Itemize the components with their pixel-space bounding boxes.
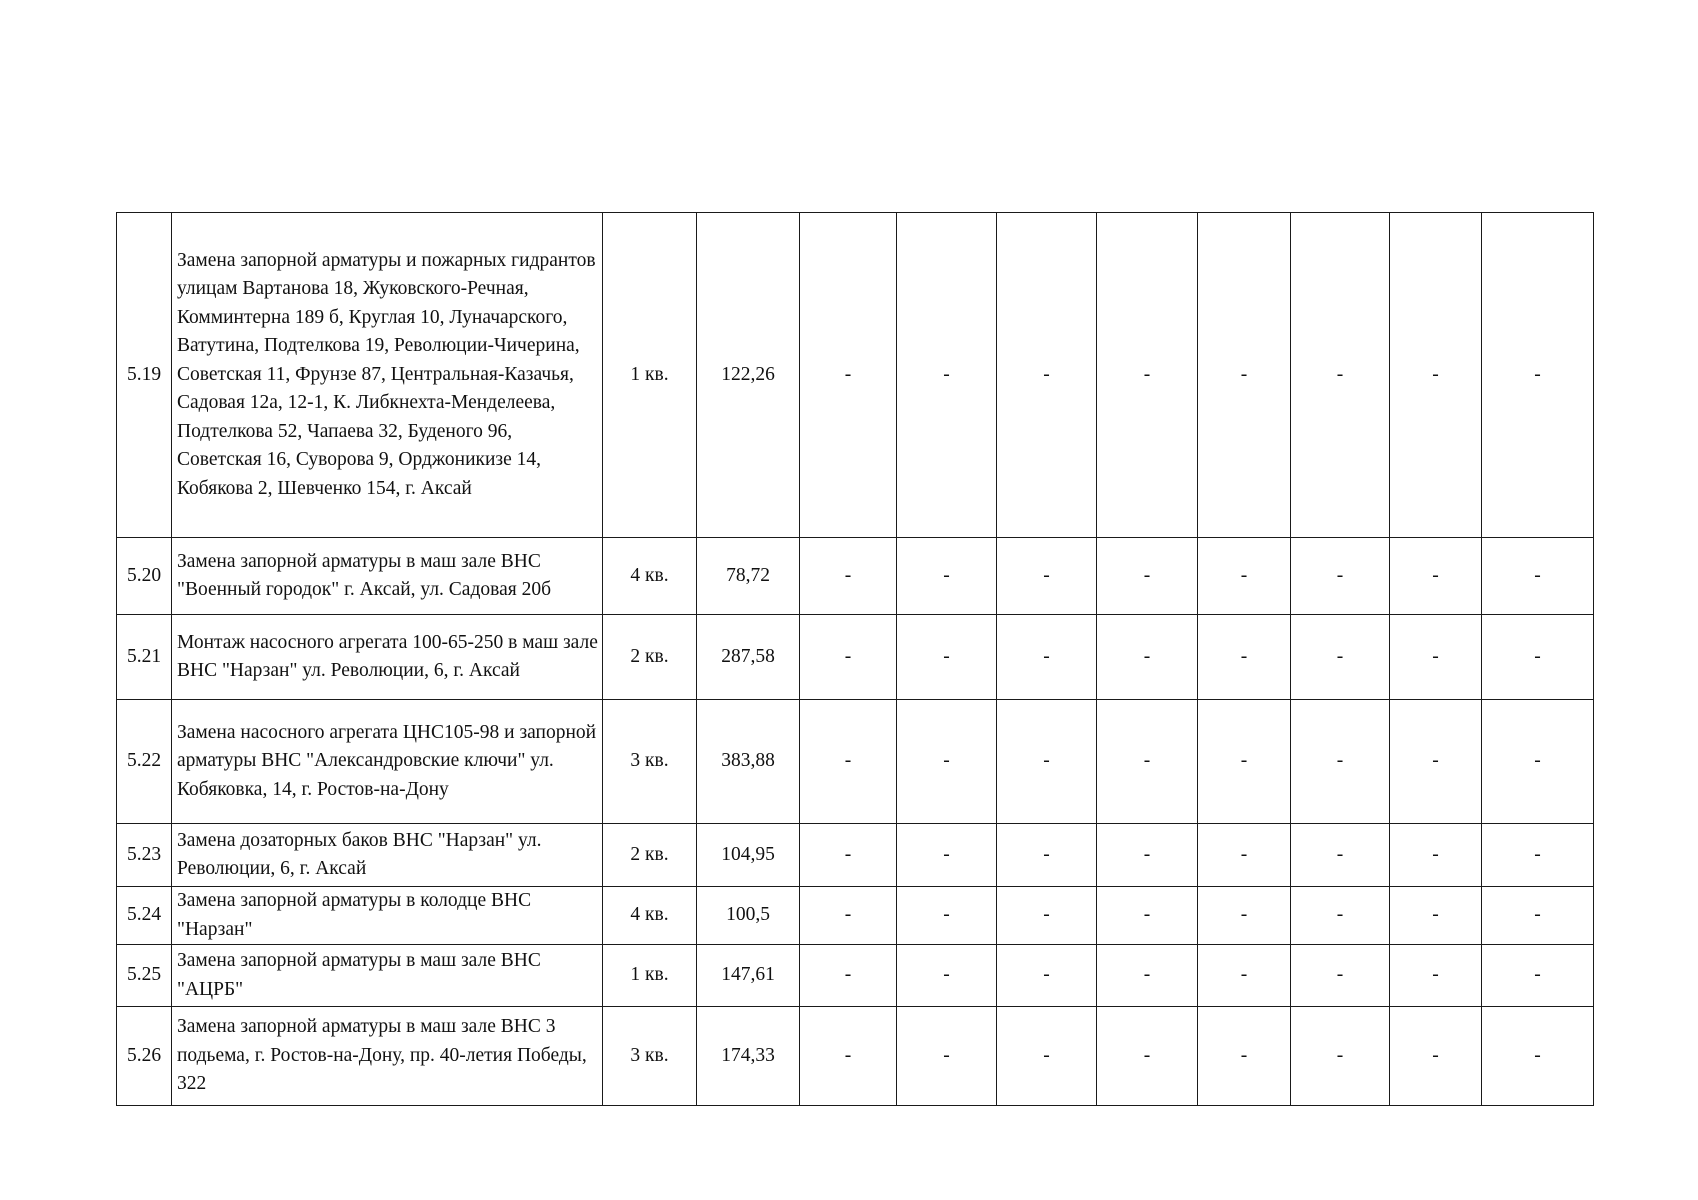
row-quarter: 2 кв. bbox=[603, 824, 697, 887]
table-row bbox=[117, 945, 1594, 1007]
row-cell: - bbox=[800, 700, 897, 824]
row-number: 5.20 bbox=[117, 538, 172, 615]
row-cell: - bbox=[1291, 700, 1390, 824]
row-cell: - bbox=[1482, 700, 1594, 824]
row-description: Замена запорной арматуры в маш зале ВНС "Военный городок" г. Аксай, ул. Садовая 20б bbox=[172, 538, 603, 615]
table-row bbox=[117, 213, 1594, 538]
row-quarter: 1 кв. bbox=[603, 945, 697, 1007]
row-value: 174,33 bbox=[697, 1007, 800, 1106]
row-cell: - bbox=[1390, 538, 1482, 615]
row-cell: - bbox=[800, 945, 897, 1007]
row-value: 78,72 bbox=[697, 538, 800, 615]
row-cell: - bbox=[1097, 887, 1198, 945]
row-cell: - bbox=[997, 615, 1097, 700]
row-cell: - bbox=[800, 213, 897, 538]
table-row bbox=[117, 700, 1594, 824]
row-number: 5.19 bbox=[117, 213, 172, 538]
row-cell: - bbox=[800, 887, 897, 945]
row-cell: - bbox=[1390, 1007, 1482, 1106]
row-cell: - bbox=[997, 538, 1097, 615]
table-row bbox=[117, 538, 1594, 615]
row-cell: - bbox=[1390, 615, 1482, 700]
row-description: Замена запорной арматуры в колодце ВНС "Нарзан" bbox=[172, 887, 603, 945]
row-cell: - bbox=[1291, 538, 1390, 615]
row-cell: - bbox=[1291, 1007, 1390, 1106]
row-value: 147,61 bbox=[697, 945, 800, 1007]
row-cell: - bbox=[1198, 700, 1291, 824]
row-cell: - bbox=[897, 824, 997, 887]
row-cell: - bbox=[1198, 945, 1291, 1007]
row-description: Замена дозаторных баков ВНС "Нарзан" ул. Революции, 6, г. Аксай bbox=[172, 824, 603, 887]
row-cell: - bbox=[997, 945, 1097, 1007]
row-cell: - bbox=[1198, 213, 1291, 538]
row-number: 5.23 bbox=[117, 824, 172, 887]
row-quarter: 3 кв. bbox=[603, 1007, 697, 1106]
row-cell: - bbox=[897, 887, 997, 945]
row-cell: - bbox=[1390, 945, 1482, 1007]
row-cell: - bbox=[997, 1007, 1097, 1106]
row-cell: - bbox=[1291, 945, 1390, 1007]
row-cell: - bbox=[1291, 824, 1390, 887]
row-quarter: 1 кв. bbox=[603, 213, 697, 538]
row-cell: - bbox=[1198, 1007, 1291, 1106]
row-cell: - bbox=[897, 945, 997, 1007]
row-value: 100,5 bbox=[697, 887, 800, 945]
table-row bbox=[117, 615, 1594, 700]
table-row bbox=[117, 887, 1594, 945]
row-number: 5.24 bbox=[117, 887, 172, 945]
row-cell: - bbox=[1097, 213, 1198, 538]
row-cell: - bbox=[1198, 824, 1291, 887]
row-cell: - bbox=[1482, 1007, 1594, 1106]
row-number: 5.25 bbox=[117, 945, 172, 1007]
row-cell: - bbox=[1198, 538, 1291, 615]
row-cell: - bbox=[897, 615, 997, 700]
row-description: Замена запорной арматуры в маш зале ВНС "АЦРБ" bbox=[172, 945, 603, 1007]
row-cell: - bbox=[1291, 615, 1390, 700]
row-cell: - bbox=[1390, 824, 1482, 887]
row-cell: - bbox=[1291, 887, 1390, 945]
row-cell: - bbox=[1482, 615, 1594, 700]
row-quarter: 4 кв. bbox=[603, 538, 697, 615]
row-cell: - bbox=[1482, 213, 1594, 538]
row-cell: - bbox=[800, 824, 897, 887]
row-cell: - bbox=[1097, 1007, 1198, 1106]
row-value: 383,88 bbox=[697, 700, 800, 824]
row-cell: - bbox=[1198, 887, 1291, 945]
row-cell: - bbox=[1482, 538, 1594, 615]
row-cell: - bbox=[1390, 700, 1482, 824]
row-cell: - bbox=[800, 615, 897, 700]
row-description: Замена насосного агрегата ЦНС105-98 и запорной арматуры ВНС "Александровские ключи" ул. Кобяковка, 14, г. Ростов-на-Дону bbox=[172, 700, 603, 824]
row-number: 5.22 bbox=[117, 700, 172, 824]
row-quarter: 3 кв. bbox=[603, 700, 697, 824]
row-description: Монтаж насосного агрегата 100-65-250 в маш зале ВНС "Нарзан" ул. Революции, 6, г. Аксай bbox=[172, 615, 603, 700]
row-cell: - bbox=[1097, 538, 1198, 615]
row-cell: - bbox=[897, 1007, 997, 1106]
row-value: 104,95 bbox=[697, 824, 800, 887]
row-description: Замена запорной арматуры и пожарных гидрантов улицам Вартанова 18, Жуковского-Речная, Комминтерна 189 б, Круглая 10, Луначарского, Ватутина, Подтелкова 19, Революции-Чичерина, Советская 11, Фрунзе 87, Центральная-Казачья, Садовая 12а, 12-1, К. Либкнехта-Менделеева, Подтелкова 52, Чапаева 32, Буденого 96, Советская 16, Суворова 9, Орджоникизе 14, Кобякова 2, Шевченко 154, г. Аксай bbox=[172, 213, 603, 538]
row-cell: - bbox=[1482, 824, 1594, 887]
row-cell: - bbox=[1390, 213, 1482, 538]
row-cell: - bbox=[897, 213, 997, 538]
row-cell: - bbox=[1291, 213, 1390, 538]
row-cell: - bbox=[997, 824, 1097, 887]
row-cell: - bbox=[997, 700, 1097, 824]
row-cell: - bbox=[1390, 887, 1482, 945]
row-cell: - bbox=[1198, 615, 1291, 700]
row-cell: - bbox=[1097, 824, 1198, 887]
row-cell: - bbox=[800, 538, 897, 615]
row-value: 287,58 bbox=[697, 615, 800, 700]
row-cell: - bbox=[1097, 945, 1198, 1007]
row-description: Замена запорной арматуры в маш зале ВНС 3 подьема, г. Ростов-на-Дону, пр. 40-летия Победы, 322 bbox=[172, 1007, 603, 1106]
row-cell: - bbox=[897, 538, 997, 615]
row-cell: - bbox=[997, 213, 1097, 538]
row-value: 122,26 bbox=[697, 213, 800, 538]
row-quarter: 2 кв. bbox=[603, 615, 697, 700]
row-cell: - bbox=[1097, 615, 1198, 700]
works-table bbox=[116, 212, 1594, 1106]
row-cell: - bbox=[897, 700, 997, 824]
table-row bbox=[117, 1007, 1594, 1106]
row-number: 5.26 bbox=[117, 1007, 172, 1106]
row-quarter: 4 кв. bbox=[603, 887, 697, 945]
row-cell: - bbox=[1482, 887, 1594, 945]
row-cell: - bbox=[1097, 700, 1198, 824]
row-cell: - bbox=[997, 887, 1097, 945]
row-cell: - bbox=[1482, 945, 1594, 1007]
table-row bbox=[117, 824, 1594, 887]
row-number: 5.21 bbox=[117, 615, 172, 700]
row-cell: - bbox=[800, 1007, 897, 1106]
